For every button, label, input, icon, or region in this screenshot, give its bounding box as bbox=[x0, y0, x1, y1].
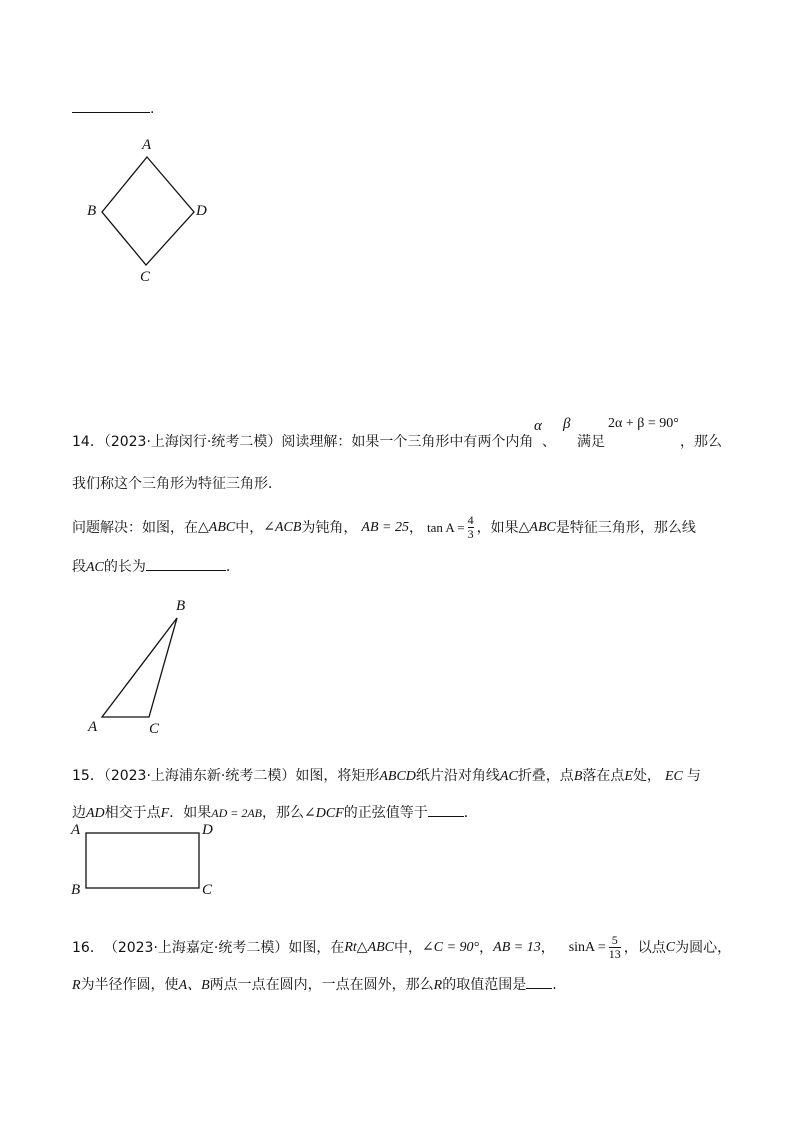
answer-line-top: . bbox=[72, 98, 154, 119]
q15-line2: 边AD相交于点F．如果AD = 2AB，那么∠DCF的正弦值等于 ． bbox=[72, 802, 478, 824]
rect-label-d: D bbox=[202, 822, 213, 838]
question-source: （2023·上海嘉定·统考二模） bbox=[103, 939, 289, 956]
sin-fraction: $\frac{5}{13}$ bbox=[608, 933, 621, 961]
q14-condition: 2α + β = 90° bbox=[608, 416, 679, 431]
triangle-abc-2: △ABC bbox=[518, 519, 556, 535]
question-number: 16． bbox=[72, 939, 104, 956]
q15-line1: 15．（2023·上海浦东新·统考二模）如图，将矩形ABCD纸片沿对角线AC折叠，点B落在点E处， EC 与 bbox=[72, 768, 701, 784]
tan-fraction: $\frac{4}{3}$ bbox=[467, 513, 474, 541]
q14-line3: 问题解决：如图，在 △ABC 中， ∠ACB 为钝角， AB = 25 ， tan A = $\frac{4}{3}$ ，如果 △ABC 是特征三角形，那么线 bbox=[72, 513, 696, 541]
rect-label-a: A bbox=[71, 822, 81, 838]
angle-acb: ∠ACB bbox=[263, 519, 302, 535]
rect-label-c: C bbox=[202, 882, 213, 898]
q16-line2: R为半径作圆，使A、B两点一点在圆内，一点在圆外，那么R的取值范围是 . bbox=[72, 974, 557, 996]
q14-satisfy: 满足 bbox=[577, 434, 605, 450]
tan-a: tan A = bbox=[426, 519, 465, 535]
triangle-label-a: A bbox=[88, 719, 98, 735]
q14-beta: β bbox=[563, 416, 571, 432]
q14-then: ，那么 bbox=[680, 434, 722, 450]
rhombus-label-c: C bbox=[140, 269, 151, 285]
q14-alpha: α bbox=[534, 418, 542, 434]
q16-line1: 16． （2023·上海嘉定·统考二模） 如图，在 Rt△ABC 中， ∠C = 90° ， AB = 13 ， sinA = $\frac{5}{13}$ ，以点 C 为圆心， bbox=[72, 933, 732, 961]
question-number: 14． bbox=[72, 434, 104, 450]
triangle-label-b: B bbox=[176, 598, 186, 614]
ab-value: AB = 25 bbox=[361, 519, 409, 535]
rectangle-shape bbox=[86, 833, 199, 888]
question-source: （2023·上海浦东新·统考二模） bbox=[103, 768, 296, 784]
answer-blank bbox=[526, 974, 552, 989]
q14-line4: 段AC的长为 ． bbox=[72, 556, 240, 578]
triangle-abc: △ABC bbox=[198, 519, 236, 535]
q14-line1: 14．（2023·上海闵行·统考二模）阅读理解：如果一个三角形中有两个内角 bbox=[72, 434, 534, 450]
question-number: 15． bbox=[72, 768, 104, 784]
rhombus-label-b: B bbox=[87, 203, 97, 219]
rhombus-label-a: A bbox=[142, 137, 152, 153]
question-source: （2023·上海闵行·统考二模） bbox=[103, 434, 282, 450]
q14-sep: 、 bbox=[542, 434, 556, 450]
rect-label-b: B bbox=[71, 882, 81, 898]
q14-line2: 我们称这个三角形为特征三角形． bbox=[72, 476, 282, 492]
triangle-label-c: C bbox=[149, 721, 160, 737]
rhombus-label-d: D bbox=[196, 203, 207, 219]
